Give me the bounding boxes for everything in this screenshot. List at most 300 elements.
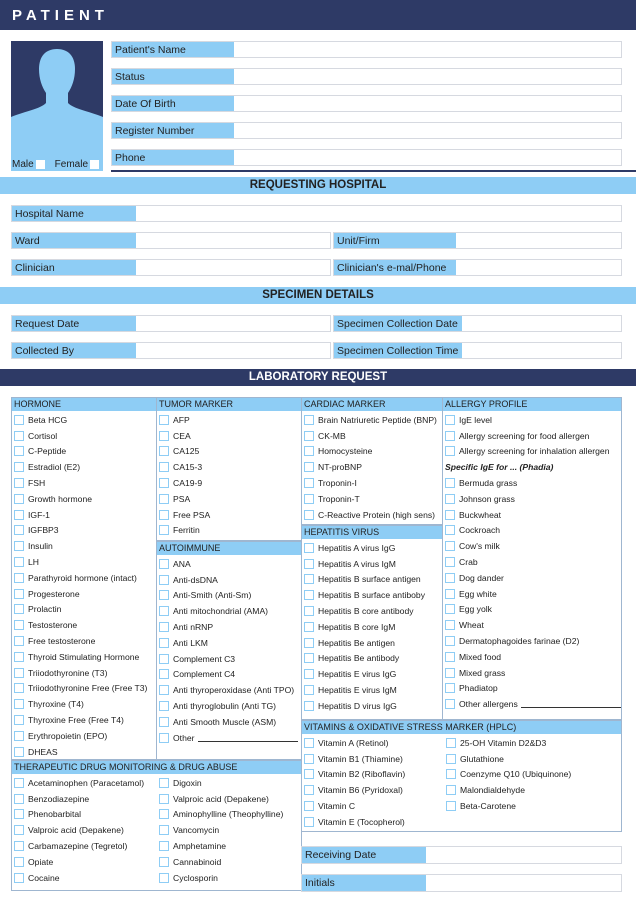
- item-label: Vitamin E (Tocopherol): [318, 816, 405, 827]
- checkbox[interactable]: [445, 589, 455, 599]
- checkbox[interactable]: [14, 699, 24, 709]
- checkbox-item[interactable]: [12, 602, 156, 618]
- checkbox[interactable]: [14, 415, 24, 425]
- field-label: Clinician's e-mal/Phone: [334, 260, 456, 275]
- checkbox-item[interactable]: [302, 782, 444, 798]
- checkbox[interactable]: [304, 738, 314, 748]
- checkbox-item[interactable]: [12, 728, 156, 744]
- item-label: Thyroid Stimulating Hormone: [28, 651, 140, 662]
- male-label: Male: [12, 158, 34, 170]
- checkbox[interactable]: [304, 801, 314, 811]
- request-date-field[interactable]: [11, 315, 331, 332]
- section-header: THERAPEUTIC DRUG MONITORING & DRUG ABUSE: [12, 761, 301, 774]
- checkbox-item[interactable]: [12, 696, 156, 712]
- checkbox-item[interactable]: [12, 459, 156, 475]
- unit-field[interactable]: [333, 232, 622, 249]
- checkbox-item[interactable]: [12, 838, 157, 854]
- section-header: HEPATITIS VIRUS: [302, 526, 442, 539]
- checkbox-item[interactable]: [443, 649, 621, 665]
- checkbox-item[interactable]: [443, 586, 621, 602]
- checkbox-item[interactable]: [302, 751, 444, 767]
- checkbox[interactable]: [445, 446, 455, 456]
- checkbox[interactable]: [14, 431, 24, 441]
- checkbox[interactable]: [304, 622, 314, 632]
- checkbox-item[interactable]: [302, 798, 444, 814]
- checkbox-item[interactable]: [302, 459, 442, 475]
- section-header: AUTOIMMUNE: [157, 542, 301, 555]
- initials-field[interactable]: [301, 874, 622, 892]
- checkbox-item[interactable]: [157, 475, 301, 491]
- checkbox-item[interactable]: [157, 588, 301, 604]
- item-label: Troponin-T: [318, 493, 360, 504]
- checkbox[interactable]: [445, 494, 455, 504]
- checkbox[interactable]: [446, 801, 456, 811]
- item-label: Thyroxine (T4): [28, 699, 84, 710]
- checkbox[interactable]: [159, 606, 169, 616]
- checkbox[interactable]: [304, 606, 314, 616]
- checkbox[interactable]: [159, 462, 169, 472]
- checkbox[interactable]: [14, 873, 24, 883]
- checkbox[interactable]: [159, 622, 169, 632]
- item-label: Vitamin B2 (Riboflavin): [318, 769, 406, 780]
- ward-field[interactable]: [11, 232, 331, 249]
- checkbox-item[interactable]: [12, 475, 156, 491]
- checkbox-item[interactable]: [12, 681, 156, 697]
- checkbox-item[interactable]: [157, 556, 301, 572]
- item-label: Vitamin C: [318, 801, 356, 812]
- checkbox-item[interactable]: [157, 822, 283, 838]
- checkbox-item[interactable]: [443, 491, 621, 507]
- checkbox[interactable]: [159, 685, 169, 695]
- divider: [111, 170, 636, 172]
- checkbox-item[interactable]: [443, 428, 621, 444]
- item-label: Hepatitis A virus IgG: [318, 542, 396, 553]
- checkbox[interactable]: [159, 701, 169, 711]
- item-label: Hepatitis A virus IgM: [318, 558, 396, 569]
- checkbox-item[interactable]: [443, 681, 621, 697]
- checkbox[interactable]: [445, 636, 455, 646]
- checkbox-item[interactable]: [443, 633, 621, 649]
- checkbox-item[interactable]: [12, 523, 156, 539]
- item-label: Cocaine: [28, 872, 60, 883]
- checkbox[interactable]: [14, 604, 24, 614]
- checkbox-item[interactable]: [302, 666, 442, 682]
- checkbox-item[interactable]: [302, 556, 442, 572]
- checkbox[interactable]: [304, 478, 314, 488]
- vitamins-section: [301, 720, 622, 832]
- checkbox-item[interactable]: [443, 523, 621, 539]
- checkbox-item[interactable]: [157, 682, 301, 698]
- item-label: Testosterone: [28, 620, 78, 631]
- checkbox[interactable]: [304, 785, 314, 795]
- checkbox-item[interactable]: [12, 633, 156, 649]
- field-label: Ward: [12, 233, 136, 248]
- hospital-name-field[interactable]: [11, 205, 622, 222]
- checkbox[interactable]: [159, 654, 169, 664]
- checkbox-item[interactable]: [157, 635, 301, 651]
- checkbox[interactable]: [304, 638, 314, 648]
- checkbox[interactable]: [445, 557, 455, 567]
- female-label: Female: [54, 158, 89, 170]
- item-label: Free testosterone: [28, 636, 96, 647]
- item-label: ANA: [173, 558, 191, 569]
- checkbox-item[interactable]: [444, 767, 571, 783]
- checkbox-item[interactable]: [12, 775, 157, 791]
- item-label: Complement C3: [173, 653, 236, 664]
- checkbox[interactable]: [445, 573, 455, 583]
- checkbox[interactable]: [159, 446, 169, 456]
- item-label: Mixed food: [459, 651, 502, 662]
- checkbox[interactable]: [14, 747, 24, 757]
- item-label: Hepatitis B core IgM: [318, 621, 396, 632]
- checkbox-item[interactable]: [12, 554, 156, 570]
- specimen-details-header: SPECIMEN DETAILS: [0, 287, 636, 304]
- checkbox[interactable]: [304, 431, 314, 441]
- checkbox[interactable]: [14, 731, 24, 741]
- checkbox[interactable]: [159, 638, 169, 648]
- checkbox[interactable]: [159, 778, 169, 788]
- item-label: Phadiatop: [459, 683, 498, 694]
- checkbox[interactable]: [159, 575, 169, 585]
- checkbox-item[interactable]: [302, 540, 442, 556]
- checkbox[interactable]: [14, 573, 24, 583]
- checkbox[interactable]: [159, 733, 169, 743]
- checkbox[interactable]: [159, 857, 169, 867]
- checkbox-item[interactable]: [302, 635, 442, 651]
- other-input-line[interactable]: [198, 734, 298, 742]
- item-label: Glutathione: [460, 753, 504, 764]
- checkbox[interactable]: [14, 446, 24, 456]
- checkbox[interactable]: [14, 778, 24, 788]
- checkbox-item[interactable]: [12, 854, 157, 870]
- checkbox-item[interactable]: [302, 444, 442, 460]
- checkbox-item[interactable]: [157, 428, 301, 444]
- checkbox-item[interactable]: [443, 665, 621, 681]
- checkbox[interactable]: [14, 652, 24, 662]
- checkbox-item[interactable]: [12, 412, 156, 428]
- checkbox-item[interactable]: [12, 665, 156, 681]
- item-label: Troponin-I: [318, 478, 357, 489]
- checkbox-item[interactable]: [12, 538, 156, 554]
- item-label: Hepatitis Be antigen: [318, 637, 395, 648]
- checkbox-item[interactable]: [444, 798, 571, 814]
- checkbox[interactable]: [445, 620, 455, 630]
- item-label: Benzodiazepine: [28, 793, 90, 804]
- checkbox[interactable]: [14, 620, 24, 630]
- checkbox-item[interactable]: [443, 412, 621, 428]
- checkbox[interactable]: [14, 557, 24, 567]
- checkbox[interactable]: [14, 794, 24, 804]
- checkbox[interactable]: [159, 510, 169, 520]
- checkbox[interactable]: [445, 525, 455, 535]
- collection-date-field[interactable]: [333, 315, 622, 332]
- checkbox[interactable]: [14, 525, 24, 535]
- checkbox[interactable]: [446, 754, 456, 764]
- checkbox[interactable]: [446, 738, 456, 748]
- therapeutic-section: [11, 760, 302, 891]
- checkbox[interactable]: [14, 541, 24, 551]
- checkbox[interactable]: [445, 510, 455, 520]
- checkbox-item[interactable]: [443, 554, 621, 570]
- checkbox-item[interactable]: [157, 523, 301, 539]
- checkbox-item[interactable]: [302, 507, 442, 523]
- hepatitis-section: [301, 525, 443, 720]
- item-label: Erythropoietin (EPO): [28, 730, 108, 741]
- checkbox-item[interactable]: [444, 751, 571, 767]
- checkbox[interactable]: [159, 841, 169, 851]
- checkbox-item[interactable]: [157, 838, 283, 854]
- item-label: Dermatophagoides farinae (D2): [459, 636, 580, 647]
- checkbox[interactable]: [445, 683, 455, 693]
- checkbox[interactable]: [445, 604, 455, 614]
- item-label: Ferritin: [173, 525, 200, 536]
- checkbox-item[interactable]: [302, 619, 442, 635]
- checkbox-item[interactable]: [443, 617, 621, 633]
- checkbox-item[interactable]: [302, 572, 442, 588]
- female-checkbox[interactable]: [90, 160, 99, 169]
- cardiac-marker-section: [301, 397, 443, 525]
- checkbox[interactable]: [304, 685, 314, 695]
- checkbox[interactable]: [159, 415, 169, 425]
- checkbox[interactable]: [445, 431, 455, 441]
- checkbox[interactable]: [159, 525, 169, 535]
- item-label: Anti thyroglobulin (Anti TG): [173, 701, 277, 712]
- item-label: Vitamin A (Retinol): [318, 737, 389, 748]
- checkbox[interactable]: [159, 494, 169, 504]
- checkbox-item[interactable]: [157, 775, 283, 791]
- checkbox[interactable]: [304, 701, 314, 711]
- checkbox[interactable]: [445, 652, 455, 662]
- item-label: Johnson grass: [459, 493, 515, 504]
- checkbox[interactable]: [14, 715, 24, 725]
- checkbox[interactable]: [14, 809, 24, 819]
- item-label: Beta-Carotene: [460, 801, 516, 812]
- checkbox[interactable]: [159, 809, 169, 819]
- checkbox-item[interactable]: [302, 603, 442, 619]
- item-label: Opiate: [28, 856, 54, 867]
- hormone-section: [11, 397, 157, 760]
- checkbox[interactable]: [159, 669, 169, 679]
- checkbox-item[interactable]: [157, 730, 301, 746]
- patient-photo-placeholder: [11, 41, 103, 171]
- checkbox-item[interactable]: [12, 444, 156, 460]
- field-label: Patient's Name: [112, 42, 234, 57]
- item-label: Hepatitis E virus IgG: [318, 669, 397, 680]
- checkbox[interactable]: [14, 841, 24, 851]
- item-label: Other: [173, 732, 195, 743]
- checkbox-item[interactable]: [12, 586, 156, 602]
- checkbox-item[interactable]: [443, 538, 621, 554]
- item-label: Anti LKM: [173, 637, 208, 648]
- checkbox-item[interactable]: [12, 491, 156, 507]
- item-label: Triiodothyronine Free (Free T3): [28, 683, 148, 694]
- checkbox-item[interactable]: [302, 698, 442, 714]
- checkbox[interactable]: [304, 415, 314, 425]
- checkbox-item[interactable]: [302, 735, 444, 751]
- item-label: CA125: [173, 446, 200, 457]
- checkbox-item[interactable]: [157, 714, 301, 730]
- checkbox[interactable]: [445, 478, 455, 488]
- item-label: Dog dander: [459, 572, 504, 583]
- checkbox[interactable]: [446, 785, 456, 795]
- checkbox[interactable]: [304, 817, 314, 827]
- checkbox-item[interactable]: [157, 491, 301, 507]
- item-label: Vancomycin: [173, 825, 220, 836]
- item-label: Hepatitis D virus IgG: [318, 700, 397, 711]
- checkbox-item[interactable]: [157, 807, 283, 823]
- field-label: Specimen Collection Date: [334, 316, 462, 331]
- checkbox[interactable]: [14, 510, 24, 520]
- checkbox-item[interactable]: [157, 619, 301, 635]
- checkbox[interactable]: [304, 754, 314, 764]
- checkbox-item[interactable]: [443, 444, 621, 460]
- checkbox-item[interactable]: [302, 587, 442, 603]
- checkbox-item[interactable]: [12, 870, 157, 886]
- checkbox-item[interactable]: [444, 782, 571, 798]
- checkbox-item[interactable]: [12, 712, 156, 728]
- checkbox[interactable]: [159, 794, 169, 804]
- checkbox-item[interactable]: [157, 459, 301, 475]
- clinician-contact-field[interactable]: [333, 259, 622, 276]
- checkbox[interactable]: [14, 857, 24, 867]
- checkbox-item[interactable]: [12, 744, 156, 760]
- other-input-line[interactable]: [521, 700, 621, 708]
- checkbox-item[interactable]: [12, 428, 156, 444]
- item-label: Vitamin B1 (Thiamine): [318, 753, 403, 764]
- checkbox-item[interactable]: [157, 870, 283, 886]
- checkbox-item[interactable]: [443, 475, 621, 491]
- patient-field[interactable]: [111, 122, 622, 139]
- checkbox-item[interactable]: [157, 698, 301, 714]
- checkbox-item[interactable]: [443, 696, 621, 712]
- collected-by-field[interactable]: [11, 342, 331, 359]
- item-label: IGF-1: [28, 509, 50, 520]
- item-label: Complement C4: [173, 669, 236, 680]
- checkbox-item[interactable]: [157, 651, 301, 667]
- checkbox[interactable]: [304, 494, 314, 504]
- checkbox[interactable]: [159, 873, 169, 883]
- checkbox[interactable]: [159, 590, 169, 600]
- gender-selector: [11, 157, 103, 171]
- checkbox[interactable]: [159, 478, 169, 488]
- checkbox[interactable]: [304, 510, 314, 520]
- patient-field[interactable]: [111, 41, 622, 58]
- checkbox[interactable]: [304, 769, 314, 779]
- checkbox[interactable]: [445, 415, 455, 425]
- checkbox-item[interactable]: [302, 428, 442, 444]
- field-label: Request Date: [12, 316, 136, 331]
- checkbox-item[interactable]: [157, 507, 301, 523]
- checkbox[interactable]: [159, 431, 169, 441]
- item-label: Coenzyme Q10 (Ubiquinone): [460, 769, 572, 780]
- checkbox[interactable]: [445, 541, 455, 551]
- checkbox-item[interactable]: [12, 791, 157, 807]
- checkbox-item[interactable]: [443, 507, 621, 523]
- checkbox[interactable]: [304, 653, 314, 663]
- patient-field[interactable]: [111, 149, 622, 166]
- checkbox-item[interactable]: [12, 570, 156, 586]
- patient-field[interactable]: [111, 95, 622, 112]
- checkbox-item[interactable]: [443, 602, 621, 618]
- checkbox[interactable]: [159, 717, 169, 727]
- item-label: Digoxin: [173, 777, 202, 788]
- patient-field[interactable]: [111, 68, 622, 85]
- checkbox[interactable]: [446, 769, 456, 779]
- item-label: Insulin: [28, 541, 53, 552]
- male-checkbox[interactable]: [36, 160, 45, 169]
- checkbox[interactable]: [304, 462, 314, 472]
- checkbox-item[interactable]: [157, 444, 301, 460]
- item-label: CEA: [173, 430, 191, 441]
- checkbox-item[interactable]: [157, 667, 301, 683]
- checkbox[interactable]: [304, 590, 314, 600]
- item-label: Valproic acid (Depakene): [28, 825, 124, 836]
- item-label: Phenobarbital: [28, 809, 82, 820]
- item-label: IgE level: [459, 414, 492, 425]
- checkbox[interactable]: [14, 825, 24, 835]
- receiving-date-field[interactable]: [301, 846, 622, 864]
- checkbox-item[interactable]: [302, 767, 444, 783]
- checkbox-item[interactable]: [12, 807, 157, 823]
- requesting-hospital-header: REQUESTING HOSPITAL: [0, 177, 636, 194]
- checkbox[interactable]: [14, 494, 24, 504]
- checkbox-item[interactable]: [12, 507, 156, 523]
- user-silhouette-icon: [11, 41, 103, 171]
- item-label: CK-MB: [318, 430, 346, 441]
- checkbox[interactable]: [304, 574, 314, 584]
- field-label: Date Of Birth: [112, 96, 234, 111]
- checkbox-item[interactable]: [444, 735, 571, 751]
- checkbox-item[interactable]: [157, 854, 283, 870]
- checkbox-item[interactable]: [302, 412, 442, 428]
- checkbox[interactable]: [304, 543, 314, 553]
- clinician-field[interactable]: [11, 259, 331, 276]
- checkbox-item[interactable]: [12, 649, 156, 665]
- checkbox-item[interactable]: [302, 475, 442, 491]
- checkbox-item[interactable]: [157, 412, 301, 428]
- checkbox-item[interactable]: [302, 491, 442, 507]
- checkbox[interactable]: [159, 559, 169, 569]
- checkbox[interactable]: [14, 462, 24, 472]
- collection-time-field[interactable]: [333, 342, 622, 359]
- checkbox-item[interactable]: [12, 822, 157, 838]
- checkbox-item[interactable]: [443, 570, 621, 586]
- checkbox-item[interactable]: [302, 651, 442, 667]
- checkbox-item[interactable]: [12, 617, 156, 633]
- checkbox-item[interactable]: [157, 572, 301, 588]
- checkbox[interactable]: [14, 668, 24, 678]
- checkbox[interactable]: [14, 636, 24, 646]
- checkbox-item[interactable]: [157, 603, 301, 619]
- section-header: TUMOR MARKER: [157, 398, 301, 411]
- checkbox-item[interactable]: [302, 682, 442, 698]
- checkbox[interactable]: [304, 669, 314, 679]
- checkbox[interactable]: [14, 478, 24, 488]
- checkbox[interactable]: [14, 683, 24, 693]
- checkbox-item[interactable]: [302, 814, 444, 830]
- checkbox[interactable]: [304, 446, 314, 456]
- checkbox[interactable]: [159, 825, 169, 835]
- checkbox-item[interactable]: [157, 791, 283, 807]
- checkbox[interactable]: [445, 699, 455, 709]
- item-label: Crab: [459, 557, 478, 568]
- specific-ige-note: Specific IgE for ... (Phadia): [445, 462, 554, 473]
- checkbox[interactable]: [445, 668, 455, 678]
- item-label: IGFBP3: [28, 525, 59, 536]
- item-label: Triiodothyronine (T3): [28, 667, 108, 678]
- checkbox[interactable]: [304, 559, 314, 569]
- checkbox[interactable]: [14, 589, 24, 599]
